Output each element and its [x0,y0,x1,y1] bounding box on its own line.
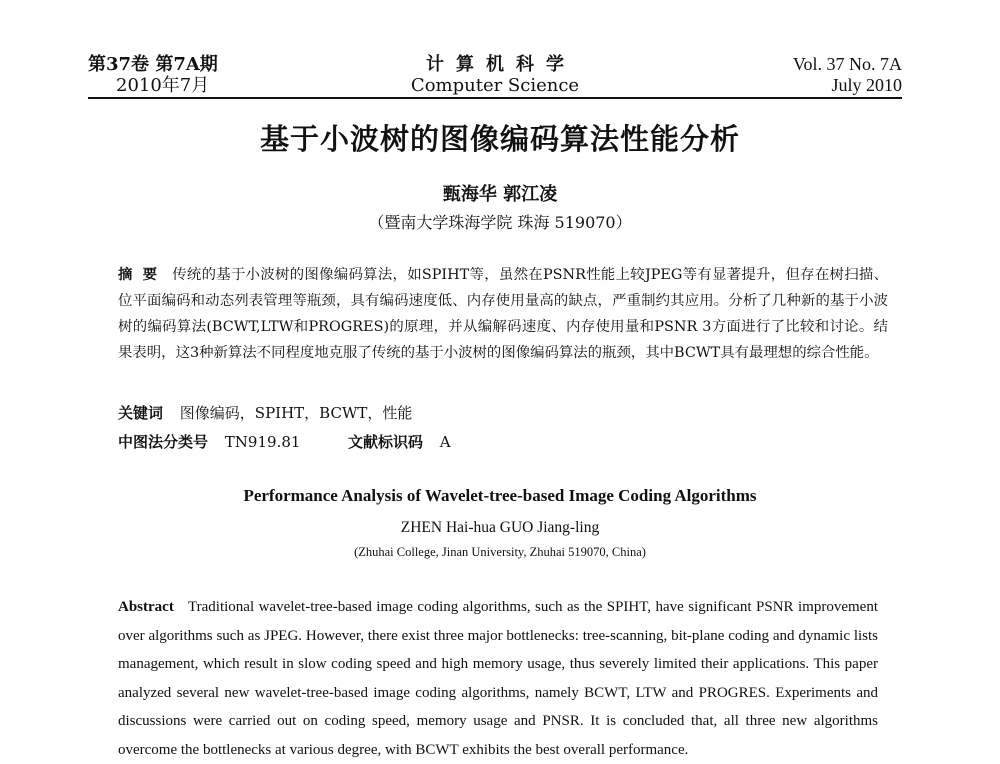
issue-date-cn: 2010年7月 [116,75,210,96]
header-rule [88,97,902,99]
journal-name-cn: 计算机科学 [426,54,576,75]
abstract-cn-text: 传统的基于小波树的图像编码算法，如SPIHT等，虽然在PSNR性能上较JPEG等有显著提升，但存在树扫描、位平面编码和动态列表管理等瓶颈，具有编码速度低、内存使用量高的缺点，严重制约其应用。分析了几种新的基于小波树的编码算法(BCWT,LTW和PROGRES)的原理，并从编解码速度、内存使用量和PSNR 3方面进行了比较和讨论。结果表明，这3种新算法不同程度地克服了传统的基于小波树的图像编码算法的瓶颈，其中BCWT具有最理想的综合性能。 [118,267,888,361]
abstract-cn [118,262,888,366]
volume-number: Vol. 37 No. 7A [792,54,902,74]
issue-date-en: July 2010 [831,75,902,95]
header-right [793,54,902,96]
doc-code-label: 文献标识码 [347,433,423,451]
authors-en: ZHEN Hai-hua GUO Jiang-ling [400,519,600,536]
doc-code-value: A [439,433,451,451]
paper-title-cn: 基于小波树的图像编码算法性能分析 [259,122,740,156]
keywords-cn-text: 图像编码，SPIHT，BCWT，性能 [179,404,413,422]
clc-label: 中图法分类号 [118,433,209,451]
clc-value: TN919.81 [224,433,301,451]
keywords-cn-label: 关键词 [118,404,164,422]
keywords-cn [118,402,412,424]
journal-header [88,54,902,98]
header-center [88,54,902,96]
issue-number: 第37卷 第7A期 [88,54,218,75]
affiliation-en: (Zhuhai College, Jinan University, Zhuhai 519070, China) [354,545,646,559]
abstract-cn-label: 摘要 [118,267,168,283]
abstract-en-label: Abstract [118,599,174,615]
abstract-en-text: Traditional wavelet-tree-based image coding algorithms, such as the SPIHT, have significant PSNR improvement over algorithms such as JPEG. However, there exist three major bottlenecks: tree-scanning, bit-plane coding and dynamic lists management, which result in slow coding speed and high memory usage, thus severely limited their applications. This paper analyzed several new wavelet-tree-based image coding algorithms, namely BCWT, LTW and PROGRES. Experiments and discussions were carried out on coding speed, memory usage and PNSR. It is concluded that, all three new algorithms overcome the bottlenecks at various degree, with BCWT exhibits the best overall performance. [118,599,878,758]
authors-cn: 甄海华 郭江凌 [442,184,558,205]
abstract-en [118,593,878,764]
journal-name-en: Computer Science [410,75,580,96]
classification [118,431,451,453]
paper-title-en: Performance Analysis of Wavelet-tree-based Image Coding Algorithms [243,486,757,505]
affiliation-cn: （暨南大学珠海学院 珠海 519070） [368,213,632,232]
